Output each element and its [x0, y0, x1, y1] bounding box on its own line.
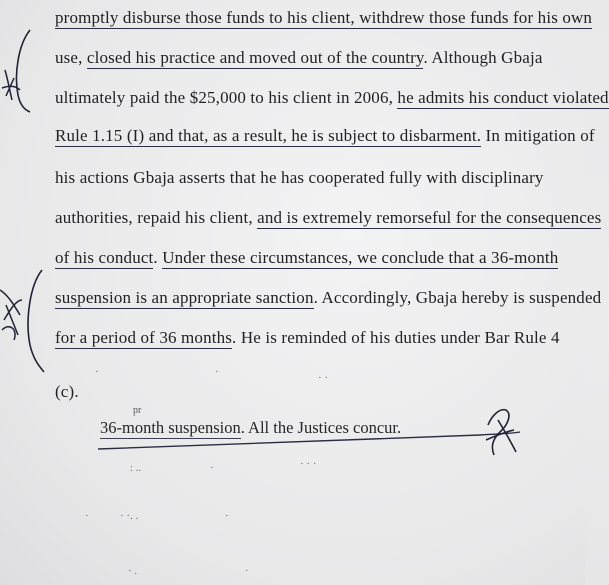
underlined-text: he admits his conduct violated [397, 88, 609, 107]
plain-text: . [153, 248, 163, 267]
margin-initials-middle [0, 290, 22, 340]
margin-bracket-middle [28, 270, 44, 372]
marginal-note: pr [133, 405, 142, 416]
underlined-text: suspension is an appropriate sanction [55, 288, 314, 307]
scan-speck: · ·. . [120, 510, 139, 522]
text-line-1 [55, 8, 592, 28]
scan-speck: · [245, 565, 249, 577]
margin-initials-top [2, 70, 20, 100]
text-line-2 [55, 48, 543, 68]
plain-text: . All the Justices concur. [240, 418, 402, 437]
scan-speck: · [215, 366, 219, 378]
scan-speck: : .. [130, 462, 142, 474]
concurrence-line [100, 418, 401, 438]
plain-text: authorities, repaid his client, [55, 208, 258, 227]
text-line-7 [55, 248, 558, 268]
text-line-3 [55, 88, 609, 108]
text-line-5 [55, 168, 544, 188]
underlined-text: closed his practice and moved out of the country [86, 48, 424, 67]
underlined-text: and is extremely remorseful for the consequences [257, 208, 602, 227]
margin-bracket-top [17, 30, 31, 112]
text-line-9 [55, 328, 560, 348]
scan-speck: · · [318, 372, 329, 384]
text-line-6 [55, 208, 601, 228]
plain-text: . Accordingly, Gbaja hereby is suspended [313, 288, 602, 307]
plain-text: ultimately paid the $25,000 to his client in 2006, [55, 88, 398, 107]
plain-text: . Although Gbaja [423, 48, 543, 67]
underlined-text: Under these circumstances, we conclude that a 36-month [162, 248, 559, 267]
plain-text: his actions Gbaja asserts that he has cooperated fully with disciplinary [55, 168, 544, 187]
underlined-text: Rule 1.15 (I) and that, as a result, he is subject to disbarment. [55, 126, 482, 145]
text-line-8 [55, 288, 601, 308]
scan-speck: · · · [300, 458, 317, 470]
clause-label: (c). [55, 382, 79, 401]
scan-speck: · [225, 510, 229, 522]
scan-speck: · [95, 366, 99, 378]
scan-speck: · [210, 462, 214, 474]
signature-initials [486, 410, 516, 455]
plain-text: . He is reminded of his duties under Bar Rule 4 [232, 328, 560, 347]
underlined-text: promptly disburse those funds to his client, withdrew those funds for his own [55, 8, 593, 27]
underlined-text: of his conduct [55, 248, 154, 267]
underlined-text: 36-month suspension [100, 418, 241, 437]
scan-speck: · [85, 510, 89, 522]
plain-text: In mitigation of [481, 126, 595, 145]
scan-speck: · . [128, 565, 138, 577]
text-line-4 [55, 126, 595, 146]
plain-text: use, [55, 48, 87, 67]
underlined-text: for a period of 36 months [55, 328, 233, 347]
